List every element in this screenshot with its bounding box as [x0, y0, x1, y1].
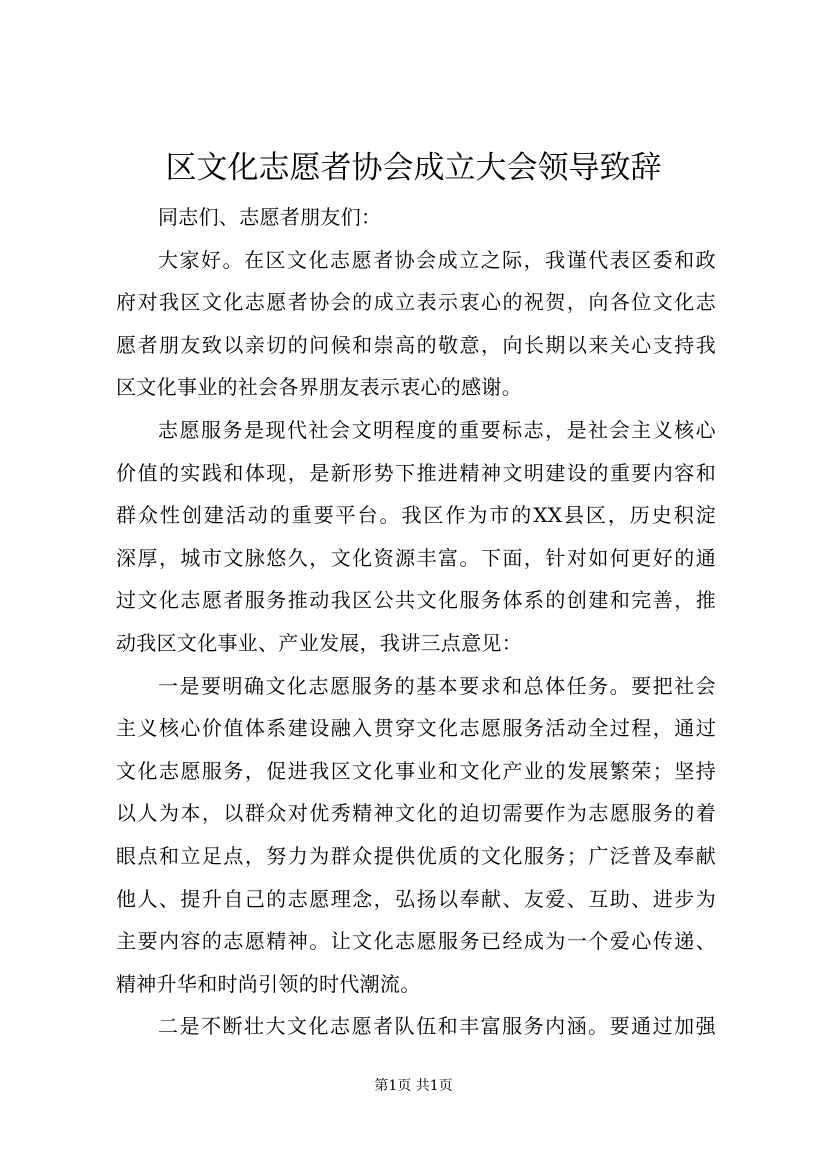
paragraph-line: 他人、提升自己的志愿理念，弘扬以奉献、友爱、互助、进步为 [116, 886, 716, 911]
paragraph-line: 区文化事业的社会各界朋友表示衷心的感谢。 [116, 375, 522, 400]
paragraph-line: 精神升华和时尚引领的时代潮流。 [116, 971, 421, 996]
paragraph-line: 主义核心价值体系建设融入贯穿文化志愿服务活动全过程，通过 [116, 716, 716, 741]
paragraph-line: 主要内容的志愿精神。让文化志愿服务已经成为一个爱心传递、 [116, 929, 716, 954]
paragraph-line: 过文化志愿者服务推动我区公共文化服务体系的创建和完善，推 [116, 588, 716, 613]
paragraph-line: 深厚，城市文脉悠久，文化资源丰富。下面，针对如何更好的通 [116, 545, 716, 570]
salutation-line: 同志们、志愿者朋友们： [158, 205, 382, 229]
paragraph-line: 府对我区文化志愿者协会的成立表示衷心的祝贺，向各位文化志 [116, 290, 716, 315]
paragraph-line: 一是要明确文化志愿服务的基本要求和总体任务。要把社会 [158, 673, 716, 698]
document-body [116, 196, 716, 1048]
paragraph-line: 志愿服务是现代社会文明程度的重要标志，是社会主义核心 [158, 417, 716, 442]
paragraph-line: 以人为本，以群众对优秀精神文化的迫切需要作为志愿服务的着 [116, 801, 716, 826]
paragraph-line: 群众性创建活动的重要平台。我区作为市的XX县区，历史积淀 [116, 503, 716, 528]
page-number-footer: 第1页 共1页 [374, 1078, 453, 1094]
paragraph-line: 眼点和立足点，努力为群众提供优质的文化服务；广泛普及奉献 [116, 843, 716, 868]
paragraph-line: 二是不断壮大文化志愿者队伍和丰富服务内涵。要通过加强 [158, 1014, 716, 1039]
document-title: 区文化志愿者协会成立大会领导致辞 [165, 150, 662, 186]
paragraph-line: 文化志愿服务，促进我区文化事业和文化产业的发展繁荣；坚持 [116, 758, 716, 783]
paragraph-line: 动我区文化事业、产业发展，我讲三点意见： [116, 630, 522, 655]
paragraph-line: 愿者朋友致以亲切的问候和崇高的敬意，向长期以来关心支持我 [116, 332, 716, 357]
paragraph-line: 大家好。在区文化志愿者协会成立之际，我谨代表区委和政 [158, 247, 716, 272]
paragraph-line: 价值的实践和体现，是新形势下推进精神文明建设的重要内容和 [116, 460, 716, 485]
